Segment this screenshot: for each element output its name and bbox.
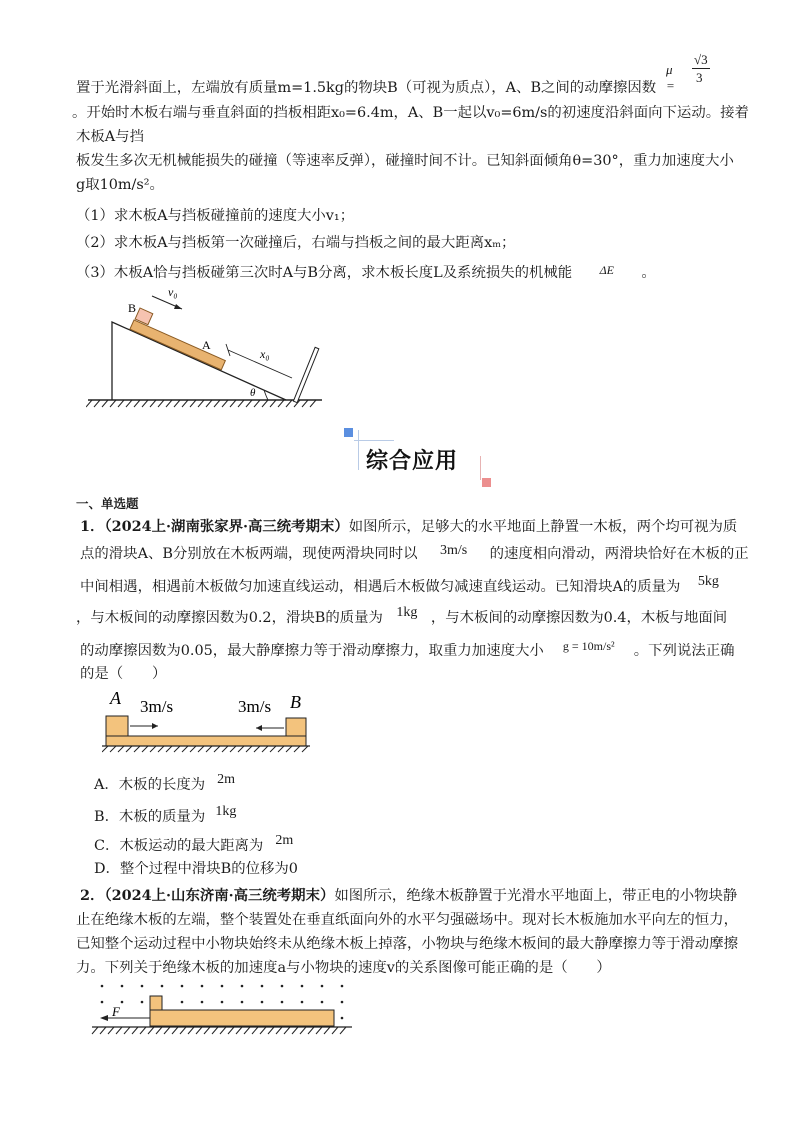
stopper <box>293 347 318 402</box>
q2-line-a <box>80 886 737 906</box>
mu-numerator: √3 <box>694 52 708 67</box>
section-title: 综合应用 <box>366 449 459 474</box>
q1-text-c1: 中间相遇，相遇前木板做匀加速直线运动，相遇后木板做匀减速直线运动。已知滑块A的质量为 <box>80 579 681 595</box>
q2-ground-hatch <box>92 1027 346 1034</box>
q1-label-b: B <box>290 692 301 712</box>
decor-square-blue <box>344 428 353 437</box>
q1-option-a-label: A．木板的长度为 <box>94 777 206 793</box>
q1-board <box>106 736 306 746</box>
q1-option-c[interactable] <box>94 831 293 856</box>
q1-option-a[interactable] <box>94 770 235 795</box>
q1-line-f: 的是（ ） <box>80 666 167 682</box>
mu-fraction-bar <box>692 68 710 69</box>
q2-line-b: 止在绝缘木板的左端，整个装置处在垂直纸面向外的水平匀强磁场中。现对长木板施加水平向左的恒力， <box>76 912 738 928</box>
q2-line-c: 已知整个运动过程中小物块始终未从绝缘木板上掉落，小物块与绝缘木板间的最大静摩擦力等于滑动摩擦 <box>76 936 738 952</box>
q2-source: （2024上·山东济南·高三统考期末） <box>104 887 335 904</box>
ground-line <box>86 400 322 407</box>
q1-option-a-value: 2m <box>217 772 236 787</box>
incline-figure <box>86 282 326 412</box>
problem-line-3: 木板A与挡 <box>76 129 144 145</box>
q1-line-b <box>80 541 749 564</box>
q1-label-a: A <box>110 688 121 708</box>
q2-insulating-board <box>150 1010 334 1026</box>
q1-option-d-label: D．整个过程中滑块B的位移为0 <box>94 861 298 877</box>
q1-source: （2024上·湖南张家界·高三统考期末） <box>104 518 349 535</box>
problem-line-4: 板发生多次无机械能损失的碰撞（等速率反弹），碰撞时间不计。已知斜面倾角θ=30°，重力加速度大小 <box>76 153 734 169</box>
q1-option-b-value: 1kg <box>215 804 237 819</box>
q2-number: 2． <box>80 887 105 904</box>
q1-line-d <box>76 603 727 628</box>
label-v0: v₀ <box>168 285 178 299</box>
q2-line-d: 力。下列关于绝缘木板的加速度a与小物块的速度v的关系图像可能正确的是（ ） <box>76 960 611 976</box>
q1-speed: 3m/s <box>439 543 468 558</box>
question-1: （1）求木板A与挡板碰撞前的速度大小v₁； <box>76 208 355 224</box>
label-b: B <box>128 301 137 315</box>
q2-label-f: F <box>112 1004 120 1019</box>
q1-line-e <box>80 636 735 661</box>
q1-text-e2: 。下列说法正确 <box>633 643 735 659</box>
q1-option-b-label: B．木板的质量为 <box>94 809 206 825</box>
delta-e-symbol: ΔE <box>599 263 614 277</box>
q1-mass-a: 5kg <box>697 574 719 589</box>
mu-lhs: μ = <box>666 62 675 93</box>
decor-square-red <box>482 478 491 487</box>
label-theta: θ <box>250 387 256 399</box>
q2-text-a: 如图所示，绝缘木板静置于光滑水平地面上，带正电的小物块静 <box>334 888 738 904</box>
decor-line-h <box>354 440 394 441</box>
q1-line-c <box>80 572 736 597</box>
q1-ground-hatch <box>102 746 308 752</box>
q2-small-block <box>150 996 162 1010</box>
problem-line-1: 置于光滑斜面上，左端放有质量m=1.5kg的物块B（可视为质点），A、B之间的动摩擦因数 <box>76 80 657 96</box>
q1-mass-b: 1kg <box>396 605 418 620</box>
q1-gravity: g = 10m/s² <box>562 639 615 653</box>
label-x0: x₀ <box>260 347 270 361</box>
incline-slope <box>112 322 286 400</box>
problem-line-5: g取10m/s²。 <box>76 177 164 193</box>
question-2: （2）求木板A与挡板第一次碰撞后，右端与挡板之间的最大距离xₘ； <box>76 235 516 251</box>
q1-figure <box>102 688 318 754</box>
q1-option-c-value: 2m <box>275 833 294 848</box>
q1-option-c-label: C．木板运动的最大距离为 <box>94 838 264 854</box>
question-3-text: （3）木板A恰与挡板碰第三次时A与B分离，求木板长度L及系统损失的机械能 <box>76 265 573 281</box>
decor-line-v2 <box>480 456 481 480</box>
board-a <box>130 320 225 370</box>
q1-line-a <box>80 517 737 537</box>
q1-text-b1: 点的滑块A、B分别放在木板两端，现使两滑块同时以 <box>80 546 418 562</box>
q1-text-d1: ，与木板间的动摩擦因数为0.2，滑块B的质量为 <box>76 610 383 626</box>
decor-line-v <box>358 430 359 470</box>
question-3 <box>76 260 656 283</box>
q1-text-b2: 的速度相向滑动，两滑块恰好在木板的正 <box>489 546 749 562</box>
q1-number: 1． <box>80 518 105 535</box>
q1-option-d[interactable] <box>94 859 298 879</box>
label-a: A <box>202 338 211 352</box>
q2-figure <box>88 980 360 1042</box>
q1-block-b <box>286 718 306 736</box>
q1-option-b[interactable] <box>94 802 236 827</box>
question-3-end: 。 <box>641 265 656 281</box>
q1-text-d2: ，与木板间的动摩擦因数为0.4，木板与地面间 <box>430 610 728 626</box>
part-heading: 一、单选题 <box>76 496 139 511</box>
problem-line-2: 。开始时木板右端与垂直斜面的挡板相距x₀=6.4m，A、B一起以v₀=6m/s的初速度沿斜面向下运动。接着 <box>72 105 749 121</box>
q1-block-a <box>106 716 128 736</box>
q1-label-va: 3m/s <box>140 697 174 716</box>
q1-text-e1: 的动摩擦因数为0.05，最大静摩擦力等于滑动摩擦力，取重力加速度大小 <box>80 643 544 659</box>
q1-text-a: 如图所示，足够大的水平地面上静置一木板，两个均可视为质 <box>348 519 738 535</box>
mu-denominator: 3 <box>696 70 703 85</box>
q1-label-vb: 3m/s <box>238 697 272 716</box>
